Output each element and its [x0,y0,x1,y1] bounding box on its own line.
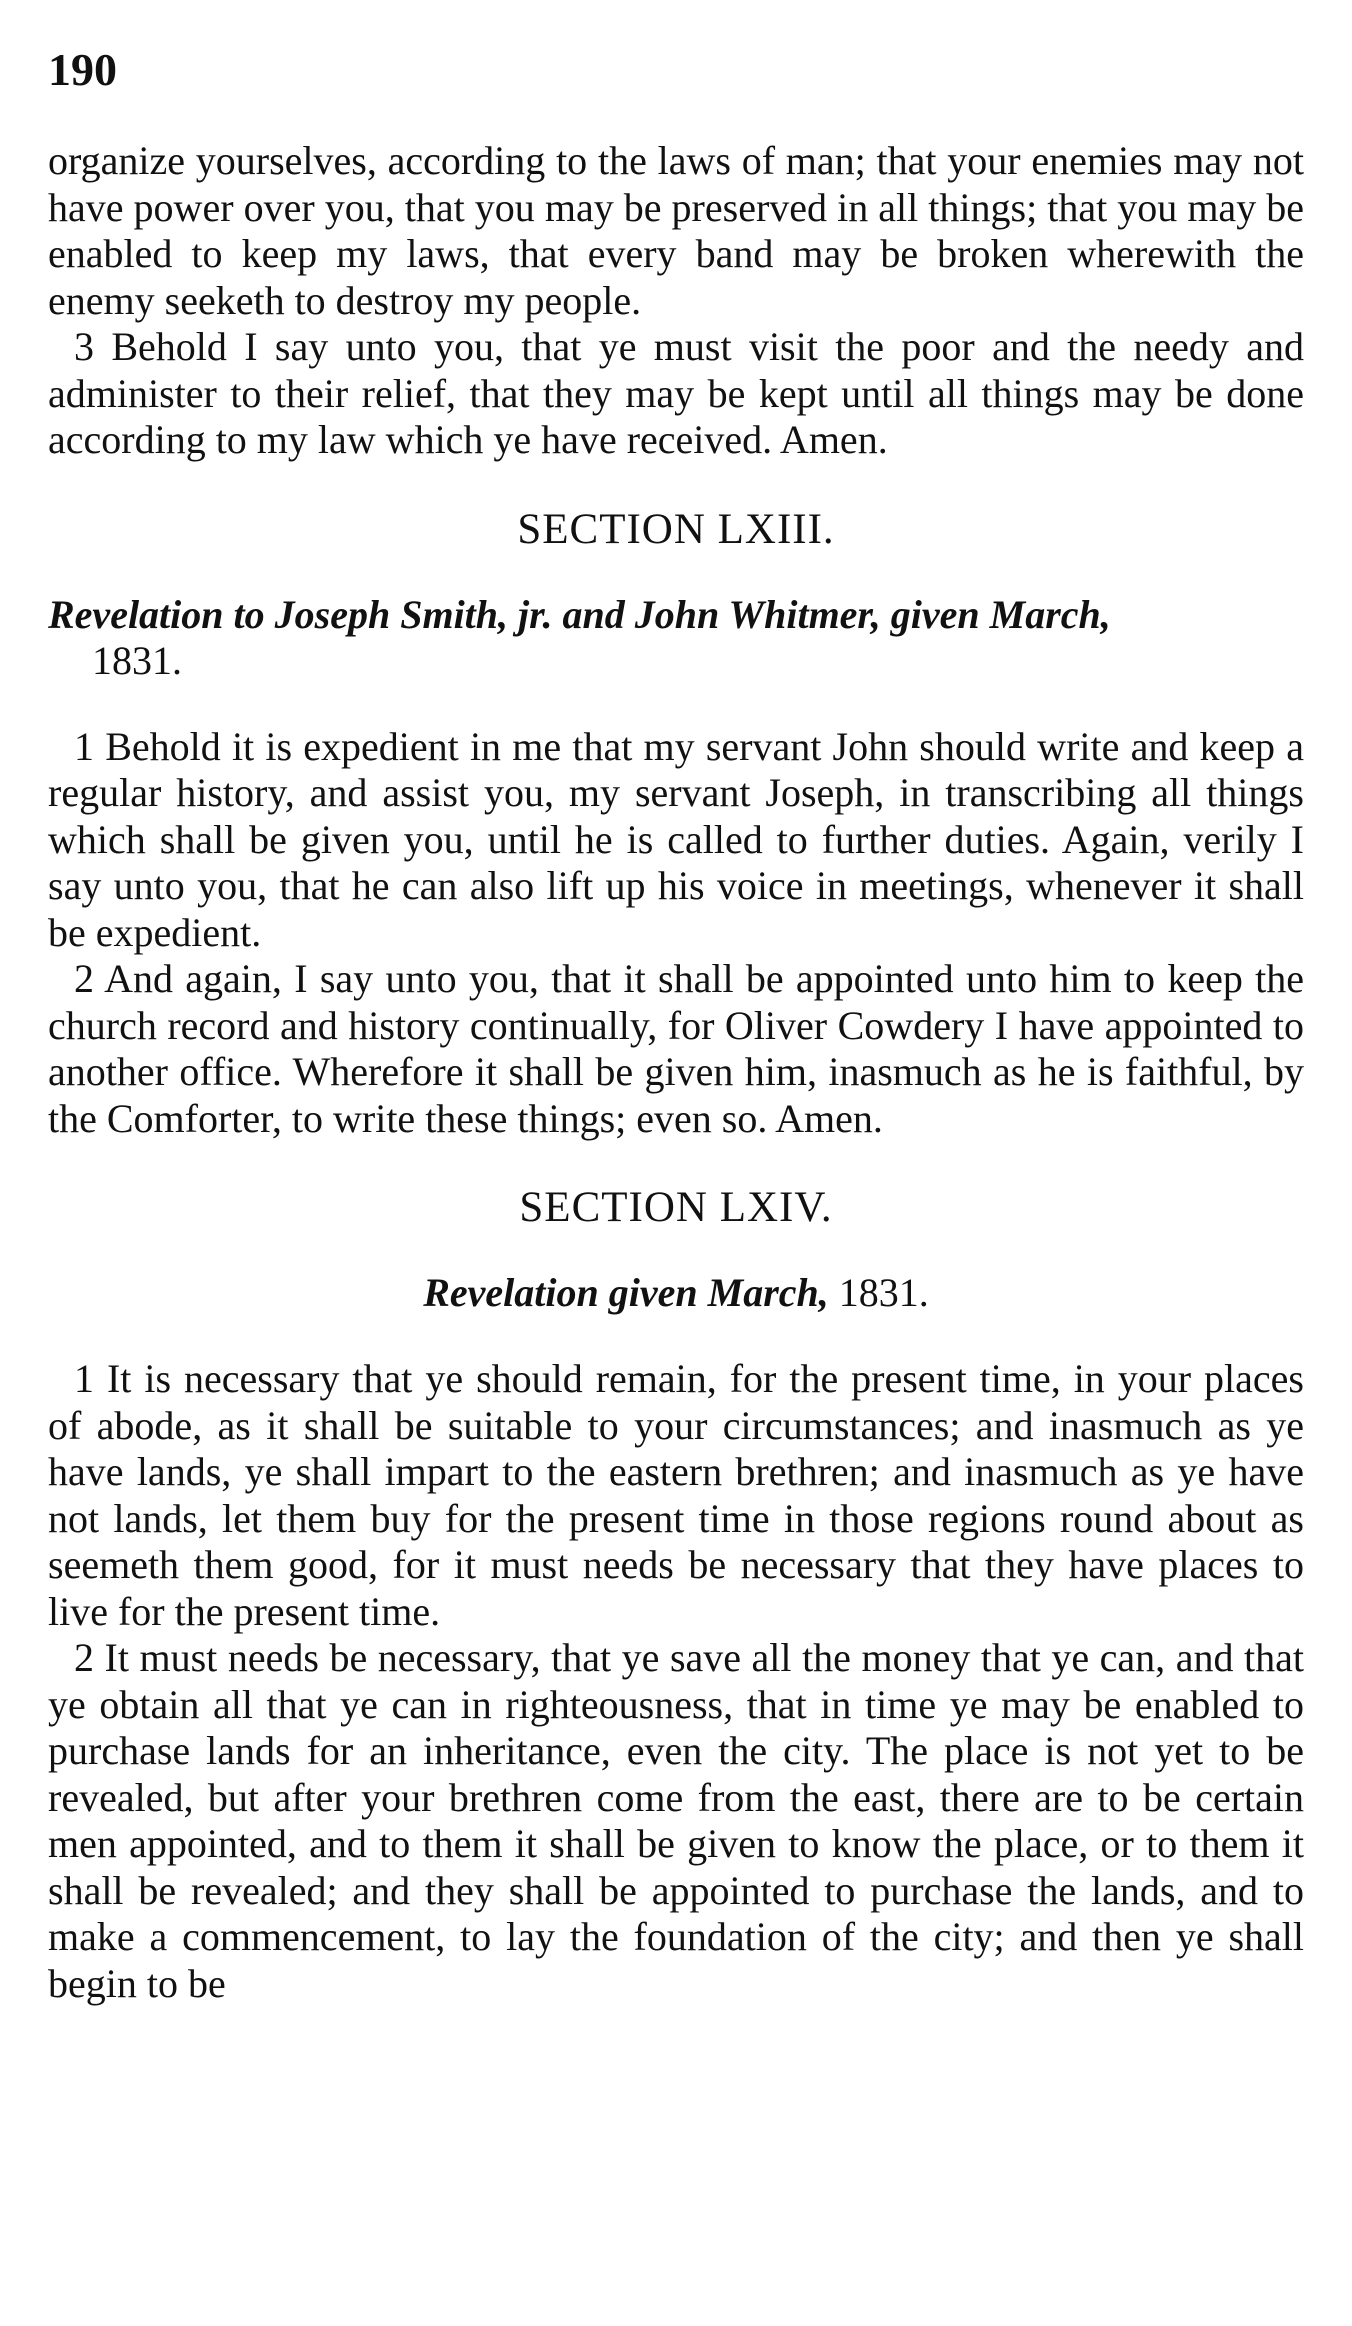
revelation-date: 1831. [92,637,182,683]
verse-paragraph: 2 It must needs be necessary, that ye save all the money that ye can, and that ye obtain all that ye can in righteousness, that in time ye may be enabled to purchase lands for an inheritance, even the city. The place is not yet to be revealed, but after your brethren come from the east, there are to be certain men appointed, and to them it shall be given to know the place, or to them it shall be revealed; and they shall be appointed to purchase the lands, and to make a commencement, to lay the foundation of the city; and then ye shall begin to be [48,1635,1304,2006]
continued-paragraph: organize yourselves, according to the laws of man; that your enemies may not have power over you, that you may be preserved in all things; that you may be enabled to keep my laws, that every band may be broken wherewith the enemy seeketh to destroy my people. [48,138,1304,323]
revelation-heading-lxiv [48,1270,1304,1316]
revelation-date: 1831. [838,1270,929,1315]
revelation-title: Revelation given March, [423,1270,829,1315]
verse-paragraph: 3 Behold I say unto you, that ye must visit the poor and the needy and administer to their relief, that they may be kept until all things may be done according to my law which ye have received. Amen. [48,324,1304,462]
revelation-title: Revelation to Joseph Smith, jr. and John Whitmer, given March, [48,591,1111,637]
verse-paragraph: 1 It is necessary that ye should remain, for the present time, in your places of abode, as it shall be suitable to your circumstances; and inasmuch as ye have lands, ye shall impart to the eastern brethren; and inasmuch as ye have not lands, let them buy for the present time in those regions round about as seemeth them good, for it must needs be necessary that they have places to live for the present time. [48,1356,1304,1634]
section-heading-lxiv: SECTION LXIV. [519,1184,833,1231]
verse-paragraph: 1 Behold it is expedient in me that my servant John should write and keep a regular history, and assist you, my servant Joseph, in transcribing all things which shall be given you, until he is called to further duties. Again, verily I say unto you, that he can also lift up his voice in meetings, whenever it shall be expedient. [48,723,1304,955]
verse-paragraph: 2 And again, I say unto you, that it shall be appointed unto him to keep the church record and history continually, for Oliver Cowdery I have appointed to another office. Wherefore it shall be given him, inasmuch as he is faithful, by the Comforter, to write these things; even so. Amen. [48,956,1304,1141]
page-number: 190 [48,44,117,95]
revelation-heading-lxiii [48,592,1304,684]
section-heading-lxiii: SECTION LXIII. [517,505,835,553]
